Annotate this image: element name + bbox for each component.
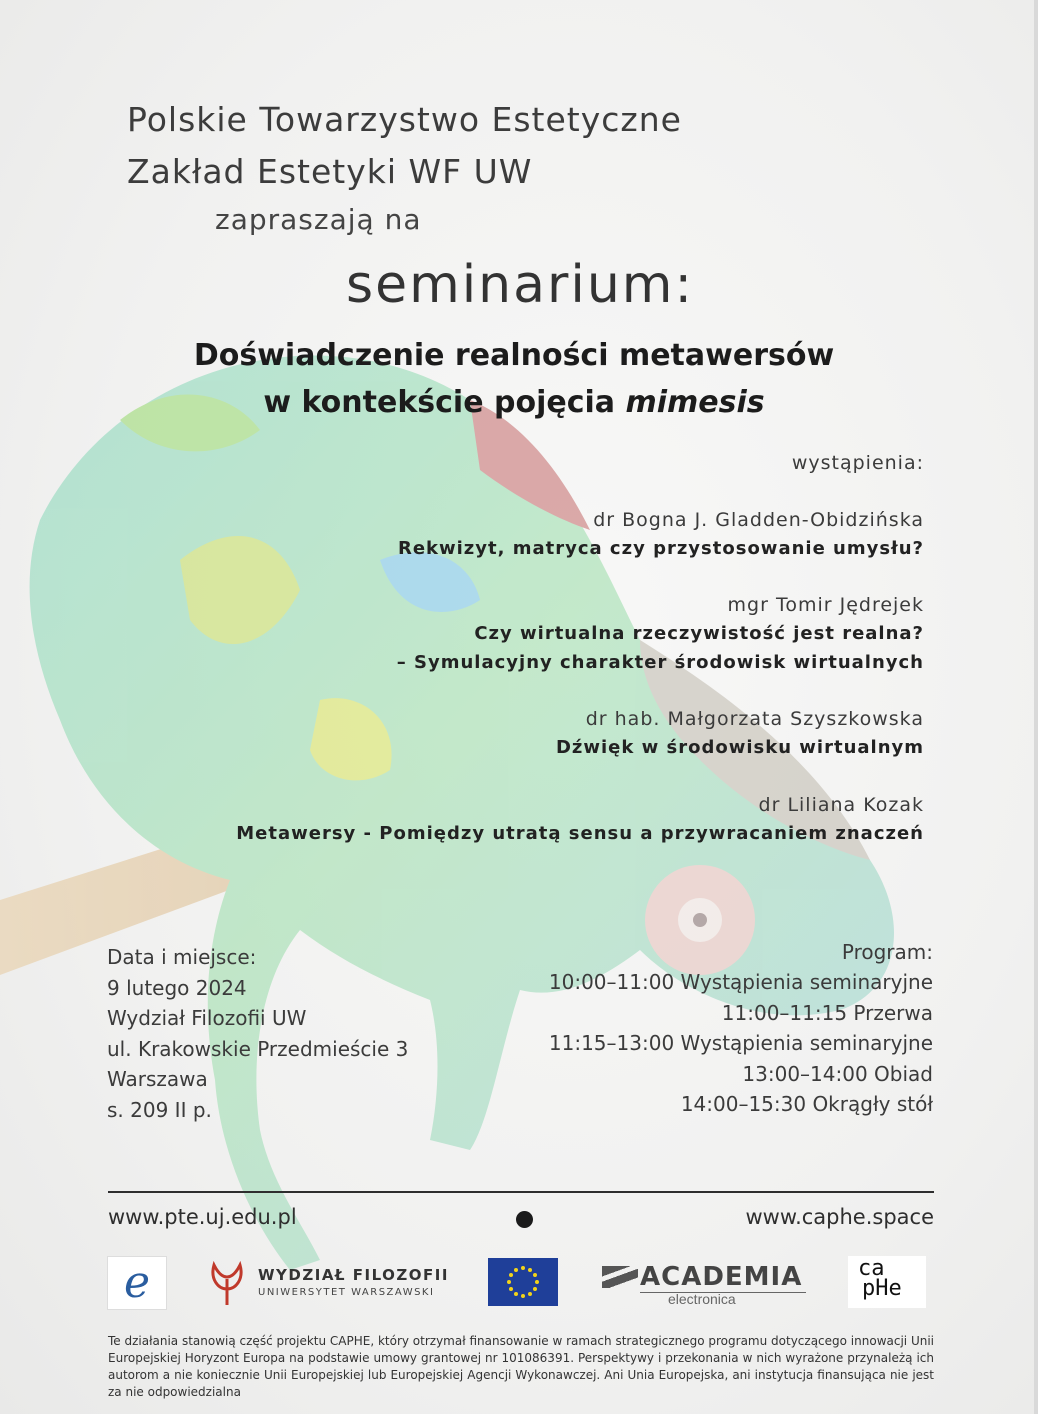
pte-link[interactable]: www.pte.uj.edu.pl: [108, 1205, 297, 1229]
speaker-4: dr Liliana Kozak: [758, 794, 924, 816]
info-room: s. 209 II p.: [107, 1098, 212, 1122]
program-item: 13:00–14:00 Obiad: [742, 1062, 933, 1086]
program-item: 10:00–11:00 Wystąpienia seminaryjne: [548, 970, 933, 994]
academia-word: ACADEMIA: [640, 1262, 803, 1292]
separator-dot: [516, 1211, 533, 1228]
caphe-logo: [848, 1256, 926, 1308]
talks-label: wystąpienia:: [791, 452, 924, 474]
speaker-2: mgr Tomir Jędrejek: [727, 594, 924, 616]
page-edge: [1034, 0, 1038, 1414]
talk-4-title: Metawersy - Pomiędzy utratą sensu a przywracaniem znaczeń: [236, 823, 924, 844]
talk-2-title-a: Czy wirtualna rzeczywistość jest realna?: [474, 623, 924, 644]
invite-text: zapraszają na: [215, 203, 422, 236]
info-date: 9 lutego 2024: [107, 976, 247, 1000]
wf-sub: UNIWERSYTET WARSZAWSKI: [258, 1287, 435, 1298]
funding-disclaimer: Te działania stanowią część projektu CAPHE, który otrzymał finansowanie w ramach strategicznego programu dotyczącego innowacji Unii Europejskiej Horyzont Europa na podstawie umowy grantowej nr 101086391. Perspektywy i przekonania w nich wyrażone przynależą ich autorom a nie koniecznie Unii Europejskiej lub Europejskiej Agencji Wykonawczej. Ani Unia Europejska, ani instytucja finansująca nie jest za nie odpowiedzialna: [108, 1334, 934, 1399]
program-item: 11:00–11:15 Przerwa: [721, 1001, 933, 1025]
info-city: Warszawa: [107, 1067, 208, 1091]
talk-2-title-b: – Symulacyjny charakter środowisk wirtualnych: [396, 652, 924, 673]
tulip-icon: [204, 1257, 250, 1307]
program-item: 11:15–13:00 Wystąpienia seminaryjne: [548, 1031, 933, 1055]
event-title-prefix: w kontekście pojęcia: [263, 385, 626, 420]
event-title-italic: mimesis: [625, 385, 765, 420]
talk-3-title: Dźwięk w środowisku wirtualnym: [555, 737, 924, 758]
organizer-1: Polskie Towarzystwo Estetyczne: [127, 100, 682, 139]
academia-sub: electronica: [668, 1291, 736, 1307]
info-label: Data i miejsce:: [107, 945, 257, 969]
academia-mark-icon: [602, 1266, 638, 1288]
pte-logo-letter: e: [123, 1257, 151, 1308]
event-title-line-2: [0, 385, 1028, 420]
speaker-1: dr Bogna J. Gladden-Obidzińska: [593, 509, 924, 531]
event-title-line-1: Doświadczenie realności metawersów: [193, 338, 835, 373]
event-type: seminarium:: [346, 255, 694, 315]
program-label: Program:: [841, 940, 933, 964]
footer-divider: [108, 1191, 934, 1193]
academia-electronica-logo: [602, 1256, 807, 1308]
caphe-logo-bottom: pHe: [862, 1276, 902, 1301]
caphe-link[interactable]: www.caphe.space: [745, 1205, 934, 1229]
program-item: 14:00–15:30 Okrągły stół: [680, 1092, 933, 1116]
info-street: ul. Krakowskie Przedmieście 3: [107, 1037, 409, 1061]
wf-name: WYDZIAŁ FILOZOFII: [258, 1266, 449, 1284]
pte-logo: [107, 1256, 167, 1310]
organizer-2: Zakład Estetyki WF UW: [127, 152, 533, 191]
caphe-logo-top: ca: [858, 1256, 885, 1281]
info-place: Wydział Filozofii UW: [107, 1006, 307, 1030]
talk-1-title: Rekwizyt, matryca czy przystosowanie umysłu?: [397, 538, 924, 559]
wf-uw-logo: [204, 1256, 454, 1308]
eu-flag-logo: [488, 1258, 558, 1306]
speaker-3: dr hab. Małgorzata Szyszkowska: [585, 708, 924, 730]
